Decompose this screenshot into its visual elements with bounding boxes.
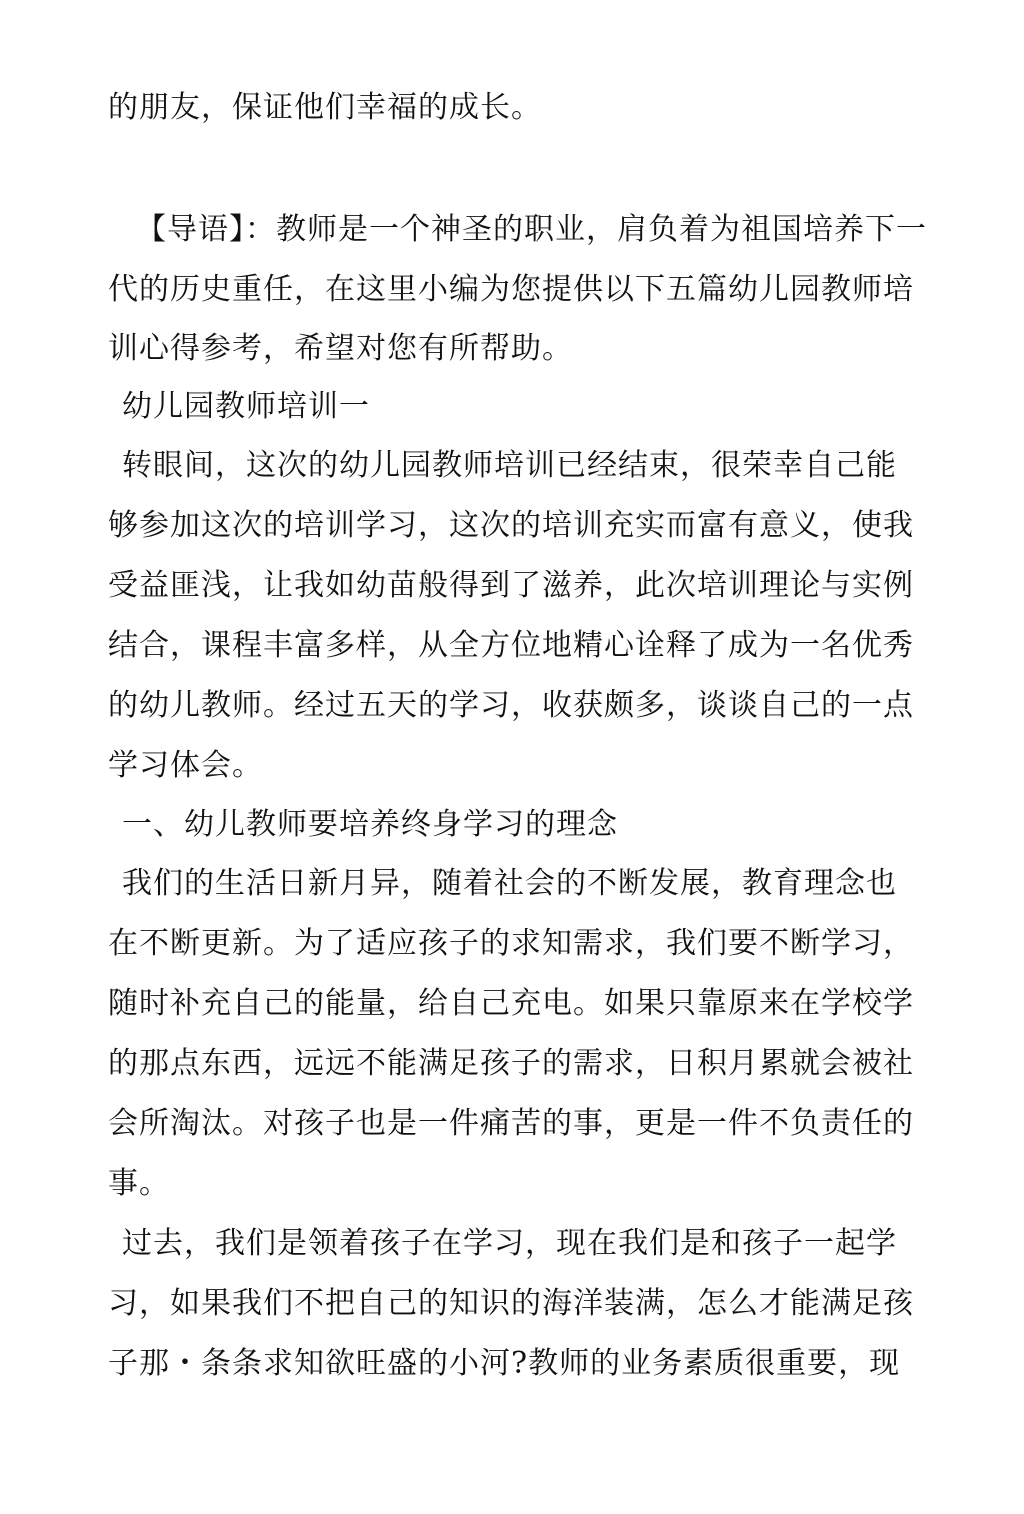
text-line: 的那点东西，远远不能满足孩子的需求，日积月累就会被社 — [108, 1046, 914, 1081]
intro-line: 【导语】：教师是一个神圣的职业，肩负着为祖国培养下一 — [136, 212, 927, 247]
text-line: 在不断更新。为了适应孩子的求知需求，我们要不断学习， — [108, 926, 914, 961]
text-line: 学习体会。 — [108, 748, 263, 783]
text-line: 会所淘汰。对孩子也是一件痛苦的事，更是一件不负责任的 — [108, 1106, 914, 1141]
text-line: 的幼儿教师。经过五天的学习，收获颇多，谈谈自己的一点 — [108, 688, 914, 723]
text-line: 习，如果我们不把自己的知识的海洋装满，怎么才能满足孩 — [108, 1286, 914, 1321]
text-line: 够参加这次的培训学习，这次的培训充实而富有意义，使我 — [108, 508, 914, 543]
section-heading: 幼儿园教师培训一 — [122, 389, 370, 424]
text-line: 子那・条条求知欲旺盛的小河?教师的业务素质很重要，现 — [108, 1346, 901, 1381]
text-line: 我们的生活日新月异，随着社会的不断发展，教育理念也 — [122, 866, 897, 901]
text-line: 转眼间，这次的幼儿园教师培训已经结束，很荣幸自己能 — [122, 448, 897, 483]
subsection-heading: 一、幼儿教师要培养终身学习的理念 — [122, 807, 618, 842]
text-line: 过去，我们是领着孩子在学习，现在我们是和孩子一起学 — [122, 1226, 897, 1261]
text-line: 的朋友，保证他们幸福的成长。 — [108, 90, 542, 125]
text-line: 随时补充自己的能量，给自己充电。如果只靠原来在学校学 — [108, 986, 914, 1021]
text-line: 结合，课程丰富多样，从全方位地精心诠释了成为一名优秀 — [108, 628, 914, 663]
intro-line: 训心得参考，希望对您有所帮助。 — [108, 331, 573, 366]
intro-line: 代的历史重任，在这里小编为您提供以下五篇幼儿园教师培 — [108, 272, 914, 307]
text-line: 事。 — [108, 1166, 170, 1201]
text-line: 受益匪浅，让我如幼苗般得到了滋养，此次培训理论与实例 — [108, 568, 914, 603]
